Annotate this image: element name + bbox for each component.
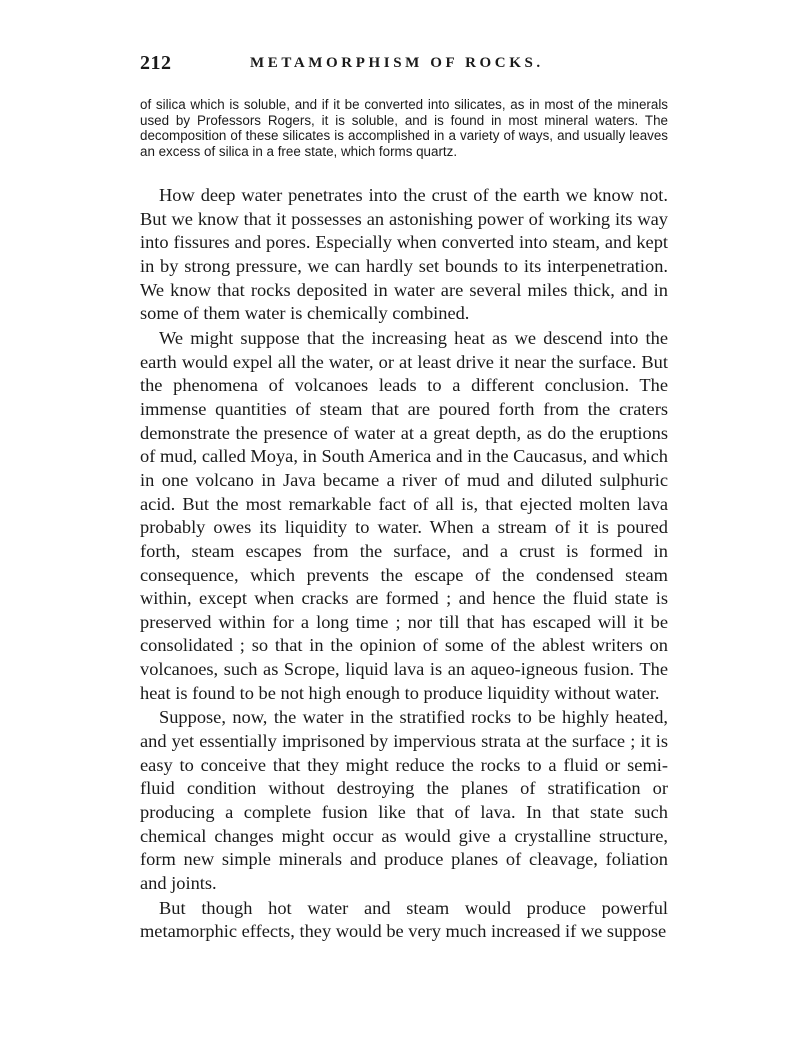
paragraph-stratified-rocks: Suppose, now, the water in the stratified rocks to be highly heated, and yet essentially imprisoned by impervious strata at the surface ; it is easy to conceive that they might reduce the rocks to a fluid or semi-fluid condition without destroying the planes of stratification or producing a complete fusion like that of lava. In that state such chemical changes might occur as would give a crystalline structure, form new simple minerals and produce planes of cleavage, foliation and joints. [140,707,668,894]
page-header [140,52,670,82]
page-number: 212 [140,52,172,74]
main-text [140,184,668,944]
footnote-continuation: of silica which is soluble, and if it be converted into silicates, as in most of the minerals used by Professors Rogers, it is soluble, and is found in most mineral waters. The decomposition of these silicates is accomplished in a variety of ways, and usually leaves an excess of silica in a free state, which forms quartz. [140,97,668,159]
paragraph-metamorphic-effects: But though hot water and steam would produce powerful metamorphic effects, they would be very much increased if we suppose [140,897,668,942]
paragraph-volcanoes: We might suppose that the increasing heat as we descend into the earth would expel all the water, or at least drive it near the surface. But the phenomena of volcanoes leads to a different conclusion. The immense quantities of steam that are poured forth from the craters demonstrate the presence of water at a great depth, as do the eruptions of mud, called Moya, in South America and in the Caucasus, and which in one volcano in Java became a river of mud and diluted sulphuric acid. But the most remarkable fact of all is, that ejected molten lava probably owes its liquidity to water. When a stream of it is poured forth, steam escapes from the surface, and a crust is formed in consequence, which prevents the escape of the condensed steam within, except when cracks are formed ; and hence the fluid state is preserved within for a long time ; nor till that has escaped will it be consolidated ; so that in the opinion of some of the ablest writers on volcanoes, such as Scrope, liquid lava is an aqueo-igneous fusion. The heat is found to be not high enough to produce liquidity without water. [140,327,668,703]
paragraph-water-penetration: How deep water penetrates into the crust of the earth we know not. But we know that it possesses an astonishing power of working its way into fissures and pores. Especially when converted into steam, and kept in by strong pressure, we can hardly set bounds to its interpenetration. We know that rocks deposited in water are several miles thick, and in some of them water is chemically combined. [140,185,668,324]
running-title: METAMORPHISM OF ROCKS. [250,55,544,71]
